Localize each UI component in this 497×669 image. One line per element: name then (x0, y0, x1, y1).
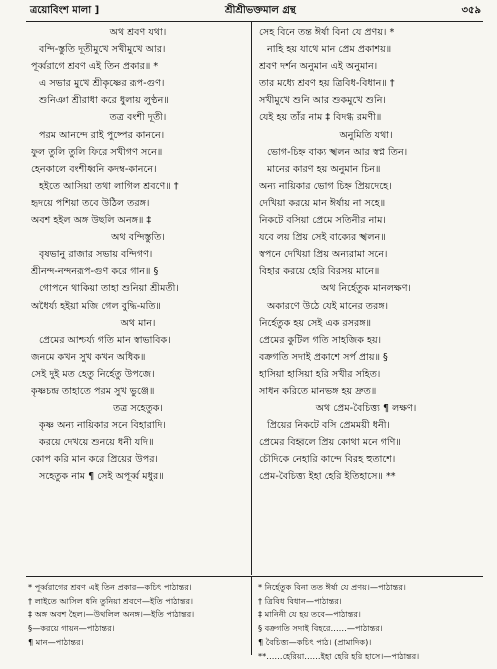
verse-line: অধৈর্য্য হইয়া মজি গেল বুদ্ধি-মতি॥ (31, 300, 161, 312)
verse-line: করয়ে দেখয়ে শুনয়ে ধনী যদি॥ (39, 437, 154, 449)
column-divider (251, 22, 252, 575)
verse-line: প্রেমের বিহ্বলে প্রিয় কোথা মনে গণি॥ (259, 437, 401, 449)
verse-line: প্রেম-বৈচিত্ত্য ইহা হেরি ইতিহাসে॥ ** (259, 471, 396, 483)
book-title: শ্রীশ্রীভক্তমাল গ্রন্থ (225, 5, 296, 16)
verse-line: যবে লয় প্রিয় সেই বাক্যের স্খলন॥ (259, 232, 386, 244)
verse-line: হেনকালে বংশীধ্বনি কদম্ব-কাননে। (31, 163, 157, 175)
verse-line: মানের কারণ হয় অনুমান চিন॥ (267, 163, 381, 175)
verse-line: প্রিয়ের নিকটে বসি প্রেমময়ী ধনী। (267, 420, 390, 432)
footnote: **……হেরিয়া……ইহা হেরি হরি হাসে।—পাঠান্তর। (258, 650, 420, 661)
verse-line: শুনিঞা শ্রীরাধা করে ধুলায় লুণ্ঠন॥ (39, 95, 169, 107)
verse-line: চৌদিকে নেহারি কান্দে বিরহ হুতাশে। (259, 454, 396, 466)
verse-line: বিহার করয়ে হেরি বিরসয় মানে॥ (259, 266, 380, 278)
footnote-divider (251, 577, 252, 655)
footnote: † ত্রিবিধ বিধান—পাঠান্তর। (258, 595, 342, 606)
verse-line: গোপনে থাকিয়া তাহা শুনিয়া শ্রীমতী। (39, 283, 179, 295)
verse-line: সখীমুখে শুনি আর শুকমুখে শুনি। (259, 95, 386, 107)
verse-line: প্রেমের কুটিল গতি সাহজিক হয়। (259, 334, 382, 346)
footnote: † লাইতে আসিল ধনি তুনিয়া শ্রবণে—ইতি পাঠান্তর। (28, 595, 194, 606)
footnote: * পূর্ব্বরাগের শ্রবণ এই তিন প্রকার—কচিৎ পাঠান্তর। (28, 582, 192, 592)
verse-line: অবশ হইল অঙ্গ উছলি অনঙ্গ॥ ‡ (31, 215, 152, 227)
verse-line: নির্হেতুক হয় সেই এক রসরঙ্গ॥ (259, 317, 372, 329)
verse-line: হৃদয়ে পশিয়া তবে উঠিল তরঙ্গ। (31, 197, 150, 209)
footnote: §—করয়ে গায়ন—পাঠান্তর। (28, 623, 115, 634)
section-heading: অনুমিতি যথা। (339, 129, 393, 141)
section-heading: তত্র বংশী দূতী। (109, 112, 167, 124)
section-heading: অথ মান। (120, 317, 156, 329)
verse-line: সহেতুক নাম ¶ সেই অপূর্ব্ব মধুর॥ (39, 471, 164, 483)
verse-line: হাসিয়া হাসিয়া হরি সখীর সহিত। (259, 368, 381, 380)
page-header (30, 3, 481, 19)
section-heading: অথ প্রেম-বৈচিত্ত্য ¶ লক্ষণ। (315, 403, 417, 415)
right-column (259, 24, 473, 486)
verse-line: বন্দি-স্তুতি দূতীমুখে সখীমুখে আর। (39, 44, 166, 56)
footnote: * নির্হেতুক বিনা তত ঈর্ষা যে প্রণয়।—পাঠান্তর। (258, 582, 406, 592)
verse-line: নিকটে বসিয়া প্রেমে সতিনীর নাম। (259, 215, 386, 227)
verse-line: পরম আনন্দে রাই পুষ্পের কাননে। (39, 129, 165, 141)
verse-line: সাধন করিতে মানভঙ্গ হয় দ্রুত॥ (259, 385, 377, 397)
page-number: ৩৫৯ (461, 5, 481, 16)
verse-line: সেহ বিনে তন্ত ঈর্ষা বিনা যে প্রণয়। * (259, 27, 395, 38)
footnote: § বক্রগতি সদাই বিহরে……—পাঠান্তর। (258, 623, 383, 634)
chapter-label: ত্রয়োবিংশ মালা ] (30, 5, 100, 16)
verse-line: কৃষ্ণচন্দ্র তাহাতে পরম সুখ ভুঞ্জে॥ (31, 385, 155, 397)
verse-line: শ্রীনন্দ-নন্দনরূপ-গুণ করে গান॥ § (31, 266, 159, 278)
verse-line: কৃষ্ণ অন্য নায়িকার সনে বিহারাদি। (39, 420, 166, 432)
verse-line: ফুল তুলি তুলি ফিরে সখীগণ সনে॥ (31, 146, 163, 158)
header-rule (26, 21, 483, 22)
footnotes-left (28, 581, 242, 650)
verse-line: দেখিয়া করয়ে মান ঈর্ষায় না সহে॥ (259, 197, 386, 209)
verse-line: বৃষভানু রাজার সভায় বন্দিগণ। (39, 249, 153, 261)
verse-line: জনমে কখন সুখ কখন অধিক॥ (31, 351, 146, 363)
footnote: ¶ মান—পাঠান্তর। (28, 636, 84, 647)
footnote-rule (26, 576, 483, 577)
verse-line: নাহি হয় যাথে মান প্রেম প্রকাশয়॥ (267, 44, 392, 56)
verse-line: এ সভার মুখে শ্রীকৃষ্ণের রূপ-গুণ। (39, 78, 165, 90)
verse-line: অন্য নায়িকার ভোগ চিহ্ন প্রিয়দেহে। (259, 180, 392, 192)
verse-line: যেই হয় তাঁর নাম ‡ বিদগ্ধ রমণী॥ (259, 112, 382, 124)
verse-line: স্বপনে দেখিয়া প্রিয় অন্যরামা সনে। (259, 249, 388, 261)
verse-line: শ্রবণ দর্শন অনুমান এই অনুমান। (259, 61, 378, 73)
section-heading: অথ নির্হেতুক মানলক্ষণ। (321, 283, 411, 295)
section-heading: তত্র সহেতুক। (113, 403, 163, 415)
footnote: ‡ মানিনী যে হয় তবে—পাঠান্তর। (258, 609, 361, 620)
verse-line: কোপ করি মান করে প্রিয়ের উপর। (31, 454, 158, 466)
verse-line: সেই দুই মত হেতু নির্হেতু উপজে। (31, 368, 155, 380)
footnote: ¶ বৈচিত্ত্য—কচিৎ পাঠ। (প্রামাদিক)। (258, 636, 372, 647)
verse-line: প্রেমের আশ্চর্য্য গতি মান স্বাভাবিক। (39, 334, 171, 346)
verse-line: বক্রগতি সদাই প্রকাশে সর্প প্রায়॥ § (259, 351, 388, 363)
section-heading: অথ শ্রবণ যথা। (109, 27, 167, 38)
verse-line: পূর্ব্বরাগে শ্রবণ এই তিন প্রকার॥ * (31, 61, 159, 73)
verse-line: অকারণে উঠে যেই মানের তরঙ্গ। (267, 300, 389, 312)
verse-line: ভোগ-চিহ্ন বাক্য স্খলন আর স্বপ্ন তিন। (267, 146, 408, 158)
verse-line: তার মধ্যে শ্রবণ হয় ত্রিবিধ-বিধান॥ † (259, 78, 395, 90)
verse-line: হইতে আসিয়া তথা লাগিল শ্রবণে॥ † (39, 180, 179, 192)
footnote: ‡ অঙ্গ অবশ হৈল।—উথলিল অনঙ্গ।—ইতি পাঠান্তর। (28, 609, 195, 620)
left-column (31, 24, 245, 486)
section-heading: অথ বন্দিস্তুতি। (111, 232, 165, 244)
footnotes-right (258, 581, 472, 663)
